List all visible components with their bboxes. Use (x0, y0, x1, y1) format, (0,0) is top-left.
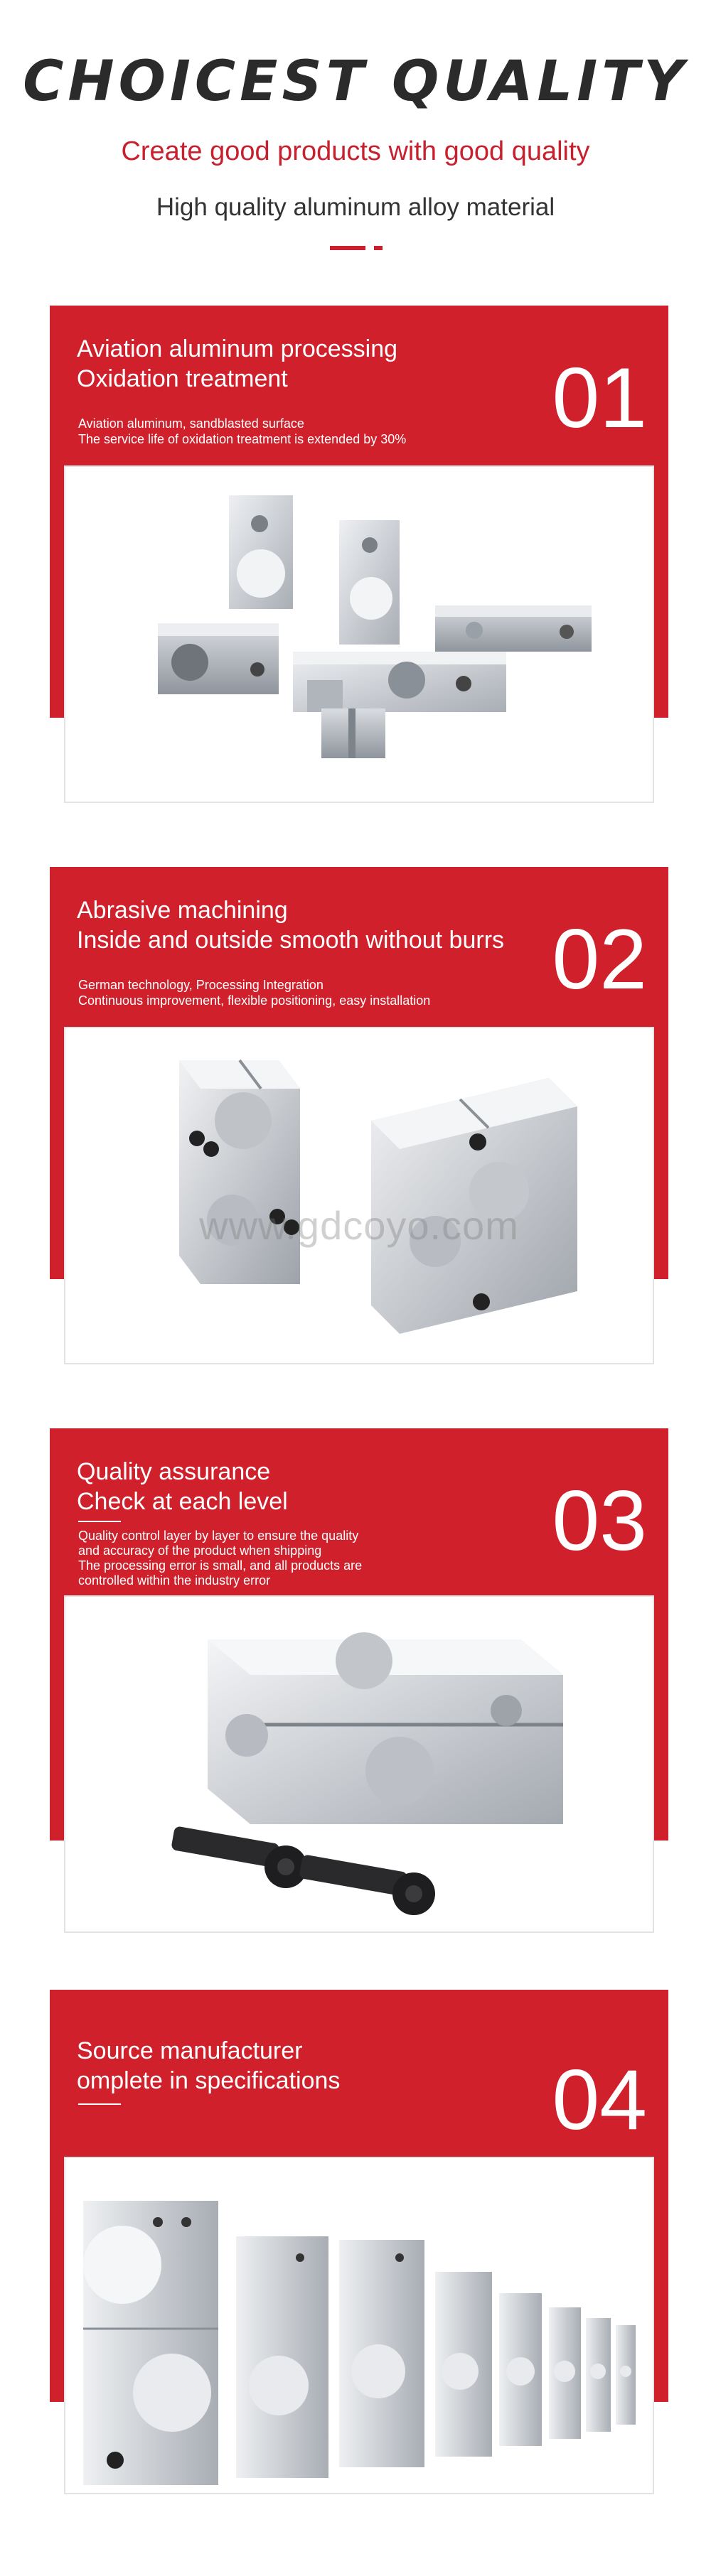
page-subtitle: Create good products with good quality (121, 136, 590, 166)
section-04-title-line2: omplete in specifications (77, 2067, 341, 2094)
section-02-product-photo (64, 1027, 654, 1364)
section-01 (0, 306, 711, 803)
clamp-with-bolts-image (65, 1597, 653, 1931)
title-underline (330, 246, 365, 250)
section-01-number: 01 (552, 350, 647, 446)
section-03-desc-4: controlled within the industry error (78, 1573, 271, 1588)
section-04-rule (78, 2103, 121, 2105)
section-04-number: 04 (552, 2052, 647, 2147)
section-03-title-line1: Quality assurance (77, 1458, 271, 1485)
section-03-number: 03 (552, 1473, 647, 1568)
section-02-desc-1: German technology, Processing Integration (78, 978, 324, 992)
section-01-product-photo (64, 465, 654, 803)
section-03-desc-2: and accuracy of the product when shipping (78, 1543, 322, 1558)
section-04-product-photo (64, 2157, 654, 2494)
section-04 (0, 1990, 711, 2537)
section-04-title-line1: Source manufacturer (77, 2037, 303, 2064)
page-title: CHOICEST QUALITY (23, 50, 688, 114)
watermark-text: www.gdcoyo.com (199, 1203, 519, 1248)
header (0, 0, 711, 298)
section-01-desc-2: The service life of oxidation treatment is extended by 30% (78, 432, 407, 446)
section-03-title-line2: Check at each level (77, 1488, 288, 1515)
section-03 (0, 1428, 711, 1926)
section-01-desc-1: Aviation aluminum, sandblasted surface (78, 416, 304, 431)
section-02-desc-2: Continuous improvement, flexible positioning, easy installation (78, 993, 431, 1008)
section-02 (0, 867, 711, 1364)
section-03-rule (78, 1521, 121, 1522)
section-03-desc-3: The processing error is small, and all products are (78, 1558, 363, 1573)
two-clamps-image (65, 1028, 653, 1363)
clamp-blocks-image (65, 467, 653, 802)
title-underline-dot (374, 246, 383, 250)
section-01-title-line2: Oxidation treatment (77, 365, 288, 392)
section-03-product-photo (64, 1595, 654, 1933)
size-range-image (65, 2158, 653, 2493)
section-01-title-line1: Aviation aluminum processing (77, 335, 398, 362)
page-tagline: High quality aluminum alloy material (156, 193, 555, 221)
section-02-title-line2: Inside and outside smooth without burrs (77, 927, 505, 954)
section-02-number: 02 (552, 912, 647, 1007)
section-03-desc-1: Quality control layer by layer to ensure the quality (78, 1529, 359, 1543)
section-02-title-line1: Abrasive machining (77, 897, 288, 924)
